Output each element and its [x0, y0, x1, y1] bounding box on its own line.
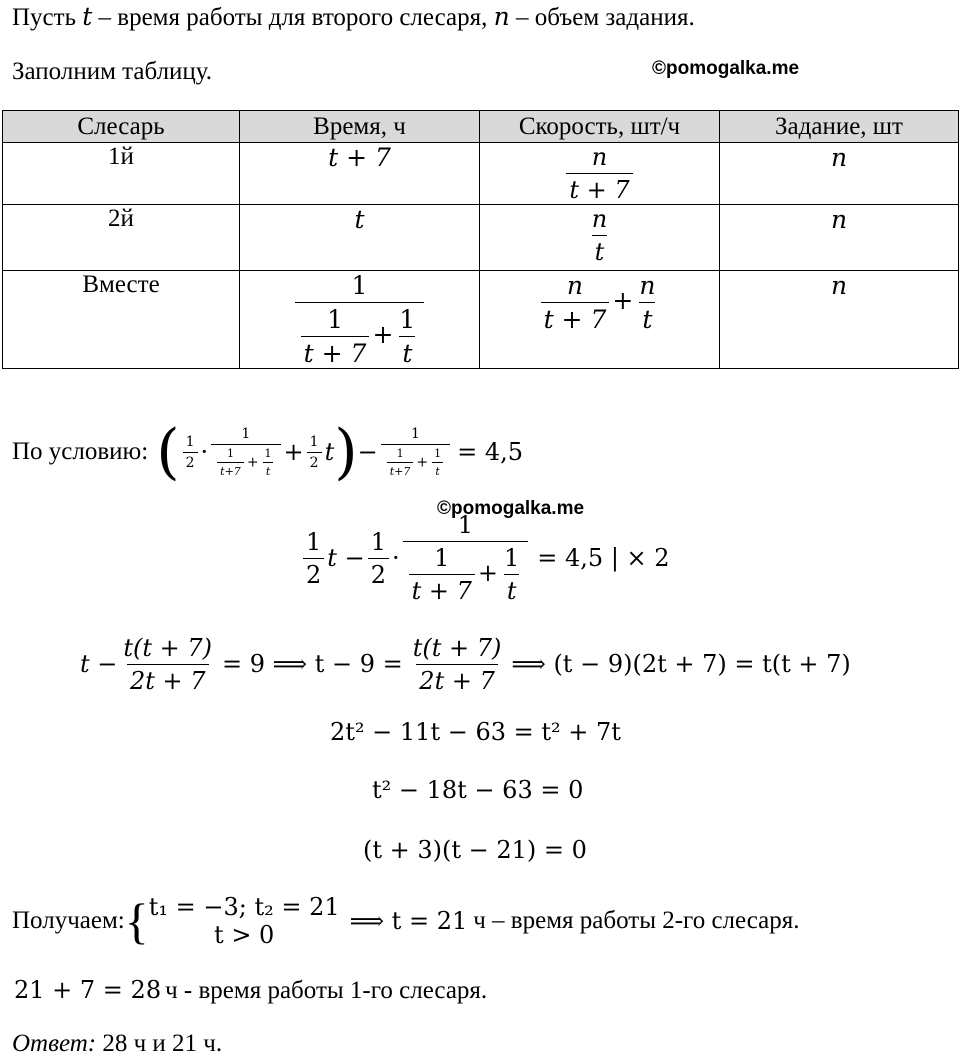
condition-label: По условию:	[12, 438, 149, 465]
equation-step-1: $\frac{1}{2}$ t − $\frac{1}{2}$ · 1 $\frac{1}{t + 7}$ + $\frac{1}{t}$ = 4,5 | × 2	[300, 508, 670, 608]
frac-den	[295, 302, 425, 368]
step1-rhs: = 4,5 | × 2	[537, 544, 670, 572]
speed-fraction	[566, 143, 632, 204]
cell-name: 1й	[3, 143, 240, 205]
frac-num: t(t + 7)	[123, 633, 213, 662]
time-expr: t + 7	[328, 143, 391, 172]
header-time: Время, ч	[240, 111, 480, 143]
frac-den: t	[639, 302, 655, 334]
cell-speed	[480, 271, 720, 369]
system-line-1: t₁ = −3; t₂ = 21	[148, 893, 340, 921]
first-worker-line	[14, 976, 487, 1005]
inner-fraction	[396, 305, 418, 368]
cell-name: 2й	[3, 205, 240, 271]
frac-num: n	[591, 143, 608, 171]
condition-line	[12, 412, 523, 492]
step2-fraction	[120, 634, 215, 695]
first-text: ч - время работы 1-го слесаря.	[165, 977, 488, 1004]
table-row	[3, 271, 959, 369]
result-line	[12, 888, 799, 954]
cell-time	[240, 271, 480, 369]
var-n: n	[493, 2, 510, 31]
paren-left: (	[156, 417, 180, 487]
system	[149, 893, 340, 949]
frac-den: t	[592, 235, 608, 266]
brace: {	[124, 893, 149, 949]
task-expr: n	[830, 271, 848, 300]
header-speed: Скорость, шт/ч	[480, 111, 720, 143]
cell-speed	[480, 205, 720, 271]
frac-den: t + 7	[301, 336, 370, 368]
paren-right: )	[334, 417, 358, 487]
intro-line	[12, 2, 695, 32]
speed-fraction	[636, 271, 658, 334]
equation-step-2	[80, 626, 851, 702]
table-header-row	[3, 111, 959, 143]
time-fraction	[295, 271, 425, 368]
header-worker: Слесарь	[3, 111, 240, 143]
speed-fraction	[589, 205, 610, 266]
cell-task	[720, 143, 959, 205]
frac-num: t(t + 7)	[412, 633, 502, 662]
equation-step-4: t² − 18t − 63 = 0	[372, 776, 584, 804]
answer-line	[12, 1030, 222, 1058]
answer-label: Ответ:	[12, 1030, 97, 1057]
cell-task	[720, 205, 959, 271]
frac-num: n	[639, 271, 656, 300]
intro-prefix: Пусть	[12, 4, 76, 31]
result-label: Получаем:	[12, 907, 125, 934]
inner-fraction	[301, 305, 370, 368]
result-math: ⟹ t = 21	[349, 907, 468, 935]
data-table	[2, 110, 959, 369]
frac-den: t + 7	[566, 173, 632, 204]
frac-num: 1	[327, 305, 344, 334]
equation-step-3: 2t² − 11t − 63 = t² + 7t	[330, 718, 621, 746]
watermark-top: ©pomogalka.me	[652, 58, 800, 79]
plus-sign: +	[612, 286, 634, 315]
cell-time	[240, 143, 480, 205]
task-expr: n	[830, 143, 848, 172]
cell-task	[720, 271, 959, 369]
frac-num: n	[591, 205, 608, 233]
system-line-2: t > 0	[214, 921, 275, 949]
first-math: 21 + 7 = 28	[14, 976, 162, 1004]
cell-time	[240, 205, 480, 271]
header-task: Задание, шт	[720, 111, 959, 143]
cell-speed	[480, 143, 720, 205]
task-expr: n	[830, 205, 848, 234]
var-t: t	[82, 2, 93, 31]
condition-formula: ( $\frac{1}{2}$ · 1 $\frac{1}{t+7}$ + $\frac{1}{t}$ + $\frac{1}{2}$ t ) − 1 $\frac{1}{t+7}$ + $\frac{1}{t}$ = 4,5	[156, 417, 524, 487]
table-row	[3, 205, 959, 271]
frac-den: 2t + 7	[416, 664, 498, 695]
fill-table-text: Заполним таблицу.	[12, 58, 213, 85]
frac-den: 2t + 7	[127, 664, 209, 695]
result-text: ч – время работы 2-го слесаря.	[473, 907, 800, 934]
equation-step-5: (t + 3)(t − 21) = 0	[363, 836, 587, 864]
frac-num: 1	[399, 305, 416, 334]
step2-lhs: t −	[80, 650, 118, 678]
time-expr: t	[354, 205, 365, 234]
condition-rhs: = 4,5	[457, 438, 524, 466]
step2-fraction	[410, 634, 505, 695]
cell-name: Вместе	[3, 271, 240, 369]
watermark-middle: ©pomogalka.me	[437, 498, 585, 519]
answer-text: 28 ч и 21 ч.	[102, 1030, 223, 1057]
frac-den: t + 7	[541, 302, 610, 334]
intro-middle: – время работы для второго слесаря,	[98, 4, 488, 31]
frac-num: 1	[351, 271, 368, 300]
intro-suffix: – объем задания.	[515, 4, 695, 31]
speed-fraction	[541, 271, 610, 334]
step2-mid: = 9 ⟹ t − 9 =	[222, 650, 403, 678]
frac-den: t	[399, 336, 415, 368]
plus-sign: +	[372, 320, 394, 349]
table-row	[3, 143, 959, 205]
step2-tail: ⟹ (t − 9)(2t + 7) = t(t + 7)	[511, 650, 851, 678]
frac-num: n	[566, 271, 584, 300]
